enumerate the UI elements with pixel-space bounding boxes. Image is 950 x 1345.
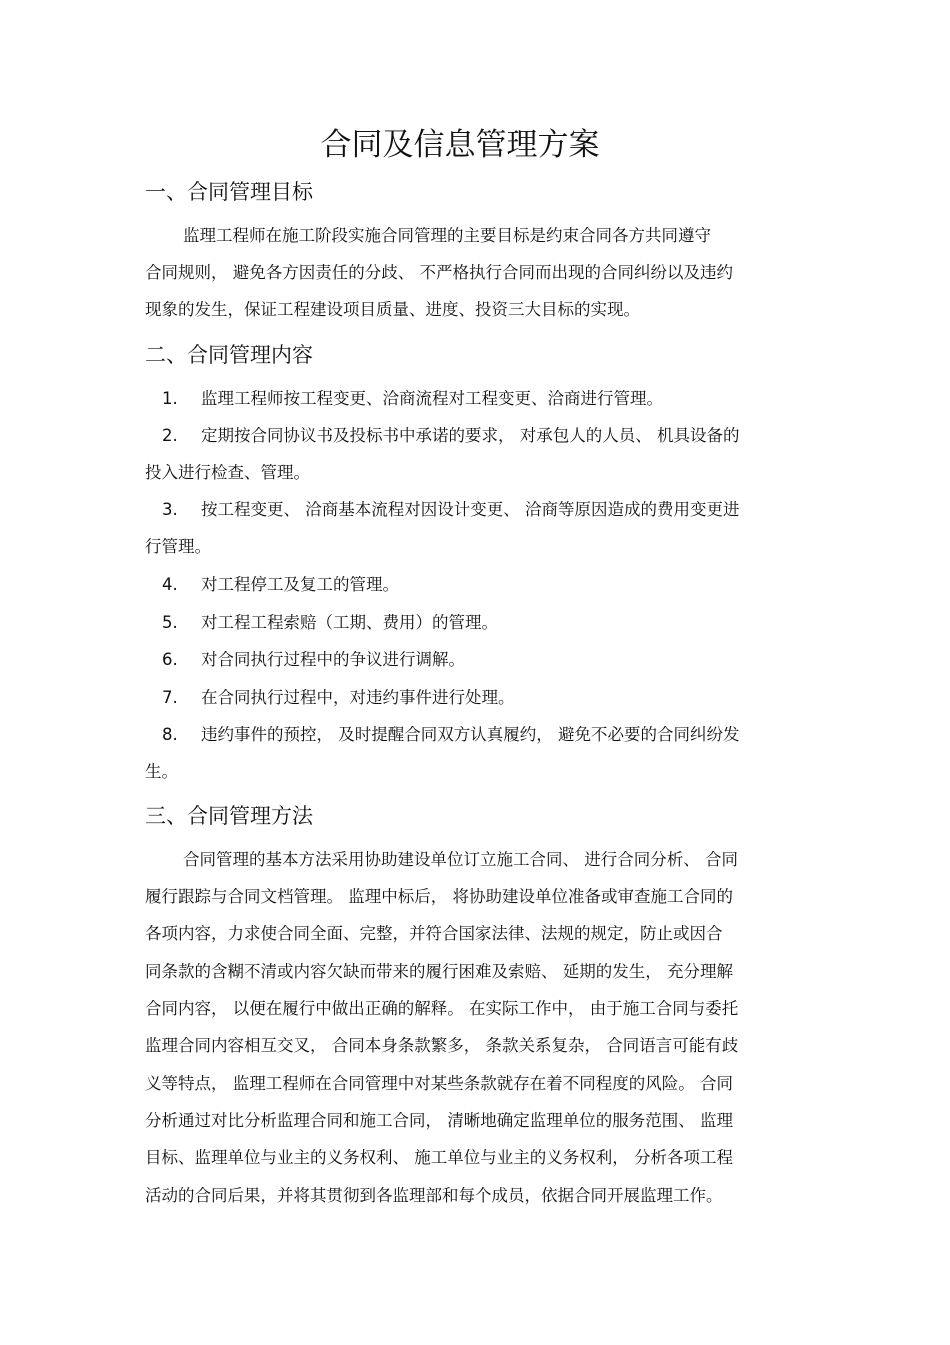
paragraph-line: 义等特点， 监理工程师在合同管理中对某些条款就存在着不同程度的风险。 合同	[145, 1074, 733, 1093]
paragraph-line: 合同规则， 避免各方因责任的分歧、 不严格执行合同而出现的合同纠纷以及违约	[145, 263, 733, 282]
section-heading-goals: 一、合同管理目标	[145, 180, 313, 204]
paragraph-line: 目标、监理单位与业主的义务权利、 施工单位与业主的义务权利， 分析各项工程	[145, 1148, 733, 1167]
list-item-number: 8.	[162, 725, 178, 744]
paragraph-line: 现象的发生，保证工程建设项目质量、进度、投资三大目标的实现。	[145, 300, 640, 319]
list-item-text: 对工程停工及复工的管理。	[201, 575, 399, 594]
paragraph-line: 合同内容， 以便在履行中做出正确的解释。 在实际工作中， 由于施工合同与委托	[145, 999, 739, 1018]
list-item-text: 定期按合同协议书及投标书中承诺的要求， 对承包人的人员、 机具设备的	[201, 426, 740, 445]
list-item-text: 监理工程师按工程变更、洽商流程对工程变更、洽商进行管理。	[201, 389, 663, 408]
list-item-number: 4.	[162, 575, 178, 594]
list-item-number: 5.	[162, 613, 178, 632]
paragraph-line: 活动的合同后果，并将其贯彻到各监理部和每个成员，依据合同开展监理工作。	[145, 1186, 723, 1205]
list-item-number: 2.	[162, 426, 178, 445]
paragraph-line: 分析通过对比分析监理合同和施工合同， 清晰地确定监理单位的服务范围、 监理	[145, 1111, 733, 1130]
list-item-number: 6.	[162, 650, 178, 669]
document-title: 合同及信息管理方案	[320, 127, 600, 163]
list-item-text: 按工程变更、 洽商基本流程对因设计变更、 洽商等原因造成的费用变更进	[201, 500, 740, 519]
paragraph-line: 履行跟踪与合同文档管理。 监理中标后， 将协助建设单位准备或审查施工合同的	[145, 887, 733, 906]
section-heading-method: 三、合同管理方法	[145, 804, 313, 828]
paragraph-line: 监理合同内容相互交叉， 合同本身条款繁多， 条款关系复杂， 合同语言可能有歧	[145, 1036, 739, 1055]
list-item-text: 对合同执行过程中的争议进行调解。	[201, 650, 465, 669]
list-item-number: 7.	[162, 688, 178, 707]
list-item-text: 投入进行检查、管理。	[145, 463, 310, 482]
paragraph-line: 合同管理的基本方法采用协助建设单位订立施工合同、 进行合同分析、 合同	[183, 850, 738, 869]
list-item-number: 3.	[162, 500, 178, 519]
list-item-number: 1.	[162, 389, 178, 408]
list-item-text: 行管理。	[145, 537, 211, 556]
list-item-text: 生。	[145, 762, 178, 781]
paragraph-line: 同条款的含糊不清或内容欠缺而带来的履行困难及索赔、 延期的发生， 充分理解	[145, 962, 733, 981]
list-item-text: 违约事件的预控， 及时提醒合同双方认真履约， 避免不必要的合同纠纷发	[201, 725, 740, 744]
paragraph-line: 各项内容，力求使合同全面、完整，并符合国家法律、法规的规定，防止或因合	[145, 924, 723, 943]
list-item-text: 在合同执行过程中，对违约事件进行处理。	[201, 688, 515, 707]
section-heading-content: 二、合同管理内容	[145, 343, 313, 367]
paragraph-line: 监理工程师在施工阶段实施合同管理的主要目标是约束合同各方共同遵守	[183, 226, 711, 245]
list-item-text: 对工程工程索赔（工期、费用）的管理。	[201, 613, 498, 632]
